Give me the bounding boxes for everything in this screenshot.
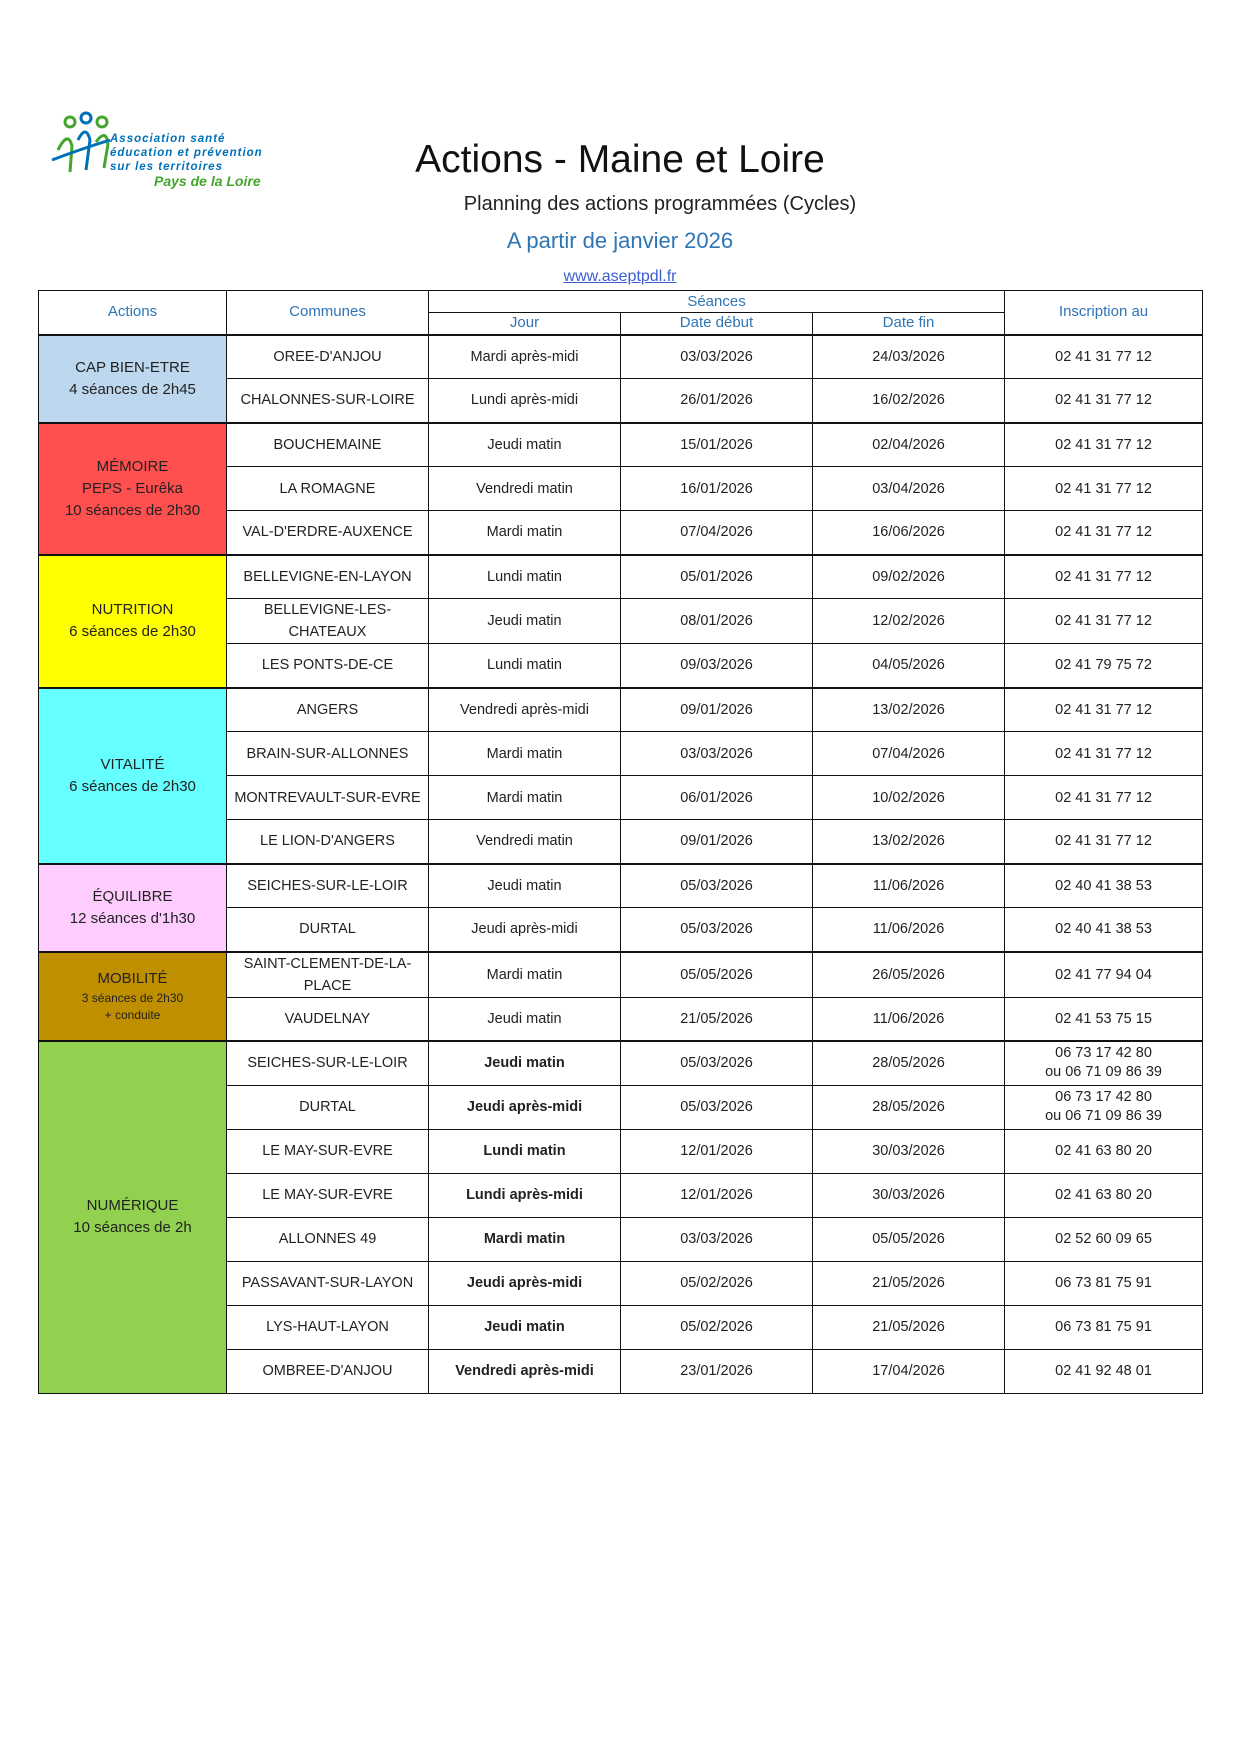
jour-cell: Jeudi après-midi [429,908,621,952]
date-debut-cell: 05/03/2026 [621,864,813,908]
table-row [39,688,1203,732]
action-cell [39,335,227,423]
logo-line-3: sur les territoires [110,161,223,173]
inscription-cell [1005,1173,1203,1217]
action-cell [39,952,227,1042]
action-name: ÉQUILIBRE [92,887,173,905]
phone-number: 02 41 63 80 20 [1055,1187,1152,1203]
inscription-cell [1005,644,1203,688]
jour-cell: Jeudi matin [429,864,621,908]
date-fin-cell: 09/02/2026 [813,555,1005,599]
date-fin-cell: 21/05/2026 [813,1305,1005,1349]
commune-cell: SEICHES-SUR-LE-LOIR [227,1041,429,1085]
commune-cell: BRAIN-SUR-ALLONNES [227,732,429,776]
jour-cell: Lundi après-midi [429,1173,621,1217]
jour-cell: Mardi matin [429,952,621,998]
commune-cell: MONTREVAULT-SUR-EVRE [227,776,429,820]
commune-cell: LE LION-D'ANGERS [227,820,429,864]
website-link[interactable]: www.aseptpdl.fr [563,268,677,285]
date-debut-cell: 09/01/2026 [621,820,813,864]
date-debut-cell: 05/03/2026 [621,908,813,952]
date-debut-cell: 12/01/2026 [621,1129,813,1173]
date-debut-cell: 05/01/2026 [621,555,813,599]
phone-number-alt: ou 06 71 09 86 39 [1045,1108,1162,1124]
phone-number: 02 41 31 77 12 [1055,524,1152,541]
phone-number: 06 73 81 75 91 [1055,1319,1152,1335]
date-debut-cell: 03/03/2026 [621,335,813,379]
date-debut-cell: 09/01/2026 [621,688,813,732]
action-cell [39,864,227,952]
commune-cell: LES PONTS-DE-CE [227,644,429,688]
planning-table [38,290,1203,1394]
inscription-cell [1005,511,1203,555]
commune-cell: ANGERS [227,688,429,732]
date-fin-cell: 28/05/2026 [813,1041,1005,1085]
jour-cell: Lundi matin [429,555,621,599]
phone-number: 02 41 77 94 04 [1055,966,1152,983]
date-fin-cell: 16/06/2026 [813,511,1005,555]
jour-cell: Jeudi matin [429,599,621,644]
jour-cell: Vendredi matin [429,467,621,511]
inscription-cell [1005,467,1203,511]
date-fin-cell: 10/02/2026 [813,776,1005,820]
table-row [39,423,1203,467]
date-fin-cell: 24/03/2026 [813,335,1005,379]
inscription-cell [1005,688,1203,732]
commune-cell: OREE-D'ANJOU [227,335,429,379]
phone-number: 02 41 31 77 12 [1055,613,1152,629]
date-fin-cell: 16/02/2026 [813,379,1005,423]
date-fin-cell: 05/05/2026 [813,1217,1005,1261]
jour-cell: Vendredi matin [429,820,621,864]
action-detail: 6 séances de 2h30 [69,623,196,640]
date-debut-cell: 09/03/2026 [621,644,813,688]
inscription-cell [1005,997,1203,1041]
inscription-cell [1005,335,1203,379]
date-fin-cell: 11/06/2026 [813,908,1005,952]
action-name: NUMÉRIQUE [86,1197,179,1215]
inscription-cell [1005,1085,1203,1129]
jour-cell: Lundi matin [429,644,621,688]
commune-cell: LYS-HAUT-LAYON [227,1305,429,1349]
inscription-cell [1005,1349,1203,1393]
inscription-cell [1005,1041,1203,1085]
date-fin-cell: 04/05/2026 [813,644,1005,688]
inscription-cell [1005,1261,1203,1305]
phone-number: 02 41 53 75 15 [1055,1010,1152,1027]
page-title: Actions - Maine et Loire [415,138,825,181]
phone-number: 02 41 31 77 12 [1055,480,1152,497]
action-detail: 4 séances de 2h45 [69,380,196,398]
table-row [39,335,1203,379]
jour-cell: Vendredi après-midi [429,688,621,732]
header-date-fin: Date fin [813,313,1005,335]
header-actions: Actions [39,291,227,335]
phone-number: 02 41 31 77 12 [1055,789,1152,806]
phone-number: 02 41 79 75 72 [1055,657,1152,674]
commune-cell: LA ROMAGNE [227,467,429,511]
jour-cell: Mardi matin [429,776,621,820]
action-name: MÉMOIRE [96,457,169,475]
date-debut-cell: 03/03/2026 [621,732,813,776]
inscription-cell [1005,599,1203,644]
action-detail: 10 séances de 2h [73,1219,192,1237]
commune-cell: LE MAY-SUR-EVRE [227,1129,429,1173]
date-fin-cell: 07/04/2026 [813,732,1005,776]
logo-line-4: Pays de la Loire [154,173,261,189]
date-fin-cell: 12/02/2026 [813,599,1005,644]
jour-cell: Mardi après-midi [429,335,621,379]
phone-number: 02 40 41 38 53 [1055,921,1152,938]
inscription-cell [1005,776,1203,820]
table-row [39,555,1203,599]
date-debut-cell: 16/01/2026 [621,467,813,511]
date-debut-cell: 21/05/2026 [621,997,813,1041]
action-cell [39,555,227,688]
date-fin-cell: 26/05/2026 [813,952,1005,998]
page-subtitle: Planning des actions programmées (Cycles) [463,193,857,215]
date-debut-cell: 15/01/2026 [621,423,813,467]
action-detail-extra: + conduite [104,1008,161,1023]
date-debut-cell: 12/01/2026 [621,1173,813,1217]
date-debut-cell: 07/04/2026 [621,511,813,555]
inscription-cell [1005,864,1203,908]
commune-cell: OMBREE-D'ANJOU [227,1349,429,1393]
action-name: VITALITÉ [100,755,165,773]
jour-cell: Jeudi après-midi [429,1085,621,1129]
table-row [39,864,1203,908]
commune-cell: VAUDELNAY [227,997,429,1041]
date-fin-cell: 13/02/2026 [813,688,1005,732]
inscription-cell [1005,1217,1203,1261]
jour-cell: Jeudi matin [429,997,621,1041]
date-fin-cell: 03/04/2026 [813,467,1005,511]
action-detail: 3 séances de 2h30 [81,991,184,1006]
start-date-note: A partir de janvier 2026 [506,228,734,253]
jour-cell: Jeudi matin [429,423,621,467]
phone-number: 06 73 17 42 80 [1055,1045,1152,1062]
logo-line-2: éducation et prévention [110,147,263,159]
action-name: NUTRITION [91,601,174,618]
inscription-cell [1005,555,1203,599]
inscription-cell [1005,732,1203,776]
date-debut-cell: 05/05/2026 [621,952,813,998]
commune-cell: BELLEVIGNE-LES-CHATEAUX [227,599,429,644]
date-fin-cell: 30/03/2026 [813,1173,1005,1217]
date-debut-cell: 06/01/2026 [621,776,813,820]
phone-number: 06 73 17 42 80 [1055,1089,1152,1105]
date-debut-cell: 05/03/2026 [621,1085,813,1129]
jour-cell: Mardi matin [429,511,621,555]
date-fin-cell: 30/03/2026 [813,1129,1005,1173]
date-fin-cell: 11/06/2026 [813,864,1005,908]
table-row [39,1041,1203,1085]
action-detail: PEPS - Eurêka [82,479,183,497]
action-detail: 6 séances de 2h30 [69,777,196,795]
inscription-cell [1005,423,1203,467]
jour-cell: Jeudi après-midi [429,1261,621,1305]
inscription-cell [1005,379,1203,423]
jour-cell: Mardi matin [429,732,621,776]
date-debut-cell: 08/01/2026 [621,599,813,644]
action-detail: 12 séances d'1h30 [69,909,196,927]
date-debut-cell: 23/01/2026 [621,1349,813,1393]
phone-number: 06 73 81 75 91 [1055,1275,1152,1291]
date-fin-cell: 02/04/2026 [813,423,1005,467]
commune-cell: SAINT-CLEMENT-DE-LA-PLACE [227,952,429,998]
commune-cell: DURTAL [227,1085,429,1129]
date-fin-cell: 21/05/2026 [813,1261,1005,1305]
jour-cell: Vendredi après-midi [429,1349,621,1393]
phone-number: 02 41 31 77 12 [1055,348,1152,365]
inscription-cell [1005,1129,1203,1173]
phone-number: 02 41 31 77 12 [1055,745,1152,762]
header-communes: Communes [227,291,429,335]
header-inscription: Inscription au [1005,291,1203,335]
jour-cell: Lundi après-midi [429,379,621,423]
action-cell [39,1041,227,1393]
phone-number-alt: ou 06 71 09 86 39 [1045,1064,1162,1081]
inscription-cell [1005,1305,1203,1349]
date-debut-cell: 05/02/2026 [621,1261,813,1305]
commune-cell: ALLONNES 49 [227,1217,429,1261]
action-name: MOBILITÉ [97,970,168,988]
phone-number: 02 41 31 77 12 [1055,392,1152,409]
logo-line-1: Association santé [110,133,226,145]
phone-number: 02 41 31 77 12 [1055,568,1152,585]
commune-cell: BELLEVIGNE-EN-LAYON [227,555,429,599]
date-fin-cell: 17/04/2026 [813,1349,1005,1393]
jour-cell: Mardi matin [429,1217,621,1261]
phone-number: 02 41 92 48 01 [1055,1363,1152,1379]
jour-cell: Lundi matin [429,1129,621,1173]
action-detail-extra: 10 séances de 2h30 [64,501,201,519]
commune-cell: CHALONNES-SUR-LOIRE [227,379,429,423]
jour-cell: Jeudi matin [429,1041,621,1085]
date-fin-cell: 28/05/2026 [813,1085,1005,1129]
phone-number: 02 52 60 09 65 [1055,1231,1152,1247]
table-row [39,952,1203,998]
inscription-cell [1005,820,1203,864]
phone-number: 02 41 63 80 20 [1055,1143,1152,1159]
action-name: CAP BIEN-ETRE [75,358,190,376]
header-jour: Jour [429,313,621,335]
phone-number: 02 41 31 77 12 [1055,701,1152,718]
phone-number: 02 41 31 77 12 [1055,833,1152,850]
header-seances: Séances [429,291,1005,313]
date-debut-cell: 03/03/2026 [621,1217,813,1261]
phone-number: 02 40 41 38 53 [1055,877,1152,894]
date-debut-cell: 26/01/2026 [621,379,813,423]
action-cell [39,688,227,864]
date-fin-cell: 11/06/2026 [813,997,1005,1041]
action-cell [39,423,227,555]
commune-cell: DURTAL [227,908,429,952]
jour-cell: Jeudi matin [429,1305,621,1349]
phone-number: 02 41 31 77 12 [1055,436,1152,453]
commune-cell: BOUCHEMAINE [227,423,429,467]
commune-cell: PASSAVANT-SUR-LAYON [227,1261,429,1305]
date-debut-cell: 05/02/2026 [621,1305,813,1349]
commune-cell: LE MAY-SUR-EVRE [227,1173,429,1217]
inscription-cell [1005,908,1203,952]
header-date-debut: Date début [621,313,813,335]
date-debut-cell: 05/03/2026 [621,1041,813,1085]
logo-text [110,132,263,188]
inscription-cell [1005,952,1203,998]
planning-body [39,335,1203,1394]
commune-cell: VAL-D'ERDRE-AUXENCE [227,511,429,555]
commune-cell: SEICHES-SUR-LE-LOIR [227,864,429,908]
date-fin-cell: 13/02/2026 [813,820,1005,864]
